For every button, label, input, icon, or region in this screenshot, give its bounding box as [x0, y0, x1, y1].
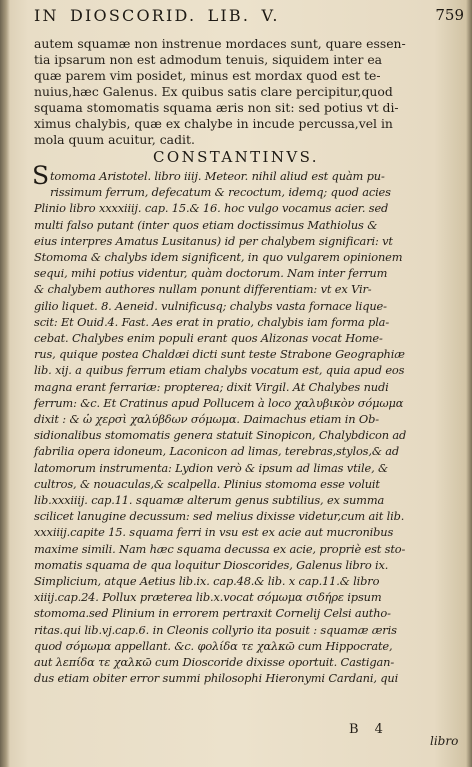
text-line: dixit : & ὡ χερσὶ χαλύβδων σόμωμα. Daimachus etiam in Ob- — [34, 412, 379, 426]
text-line: eius interpres Amatus Lusitanus) id per chalybem significari: vt — [34, 233, 393, 248]
text-line: Stomoma & chalybs idem significent, in quo vulgarem opinionem — [34, 250, 403, 264]
text-line: tia ipsarum non est admodum tenuis, siquidem inter ea — [34, 52, 383, 67]
text-line: rissimum ferrum, defecatum & recoctum, idemq; quod acies — [50, 185, 391, 200]
text-line: ximus chalybis, quæ ex chalybe in incude percussa,vel in — [34, 116, 393, 131]
page-edge-shadow — [466, 0, 472, 767]
catchword: libro — [430, 734, 459, 748]
text-line: & chalybem authores nullam ponunt differentiam: vt ex Vir- — [34, 282, 372, 297]
text-line: scilicet lanugine decussum: sed melius dixisse videtur,cum ait lib. — [34, 509, 405, 524]
page-gutter-shadow — [0, 0, 10, 767]
text-line: quæ parem vim posidet, minus est mordax quod est te- — [34, 68, 381, 83]
text-line: sidionalibus stomomatis genera statuit Sinopicon, Chalybdicon ad — [34, 428, 407, 443]
text-line: quod σόμωμα appellant. &c. φολίδα τε χαλκῶ cum Hippocrate, — [34, 638, 393, 653]
signature-mark: B 4 — [349, 722, 389, 737]
text-line: cebat. Chalybes enim populi erant quos Alizonas vocat Home- — [34, 331, 383, 345]
text-line: aut λεπίδα τε χαλκῶ cum Dioscoride dixisse oportuit. Castigan- — [34, 655, 395, 669]
text-line: xxxiiij.capite 15. squama ferri in vsu est ex acie aut mucronibus — [34, 525, 394, 540]
text-line: tomoma Aristotel. libro iiij. Meteor. nihil aliud est quàm pu- — [50, 169, 385, 183]
text-line: ferrum: &c. Et Cratinus apud Pollucem à loco χαλυβικὸν σόμωμα — [34, 395, 404, 410]
text-line: fabrilia opera idoneum, Laconicon ad limas, terebras,stylos,& ad — [34, 444, 400, 459]
text-line: xiiij.cap.24. Pollux præterea lib.x.vocat σόμωμα σιδήρε ipsum — [34, 590, 382, 605]
text-line: autem squamæ non instrenue mordaces sunt, quare essen- — [34, 36, 406, 51]
text-line: squama stomomatis squama æris non sit: sed potius vt di- — [34, 100, 399, 115]
running-head — [34, 4, 464, 26]
text-line: gilio liquet. 8. Aeneid. vulnificusq; chalybs vasta fornace lique- — [34, 298, 387, 313]
text-line: dus etiam obiter error summi philosophi Hieronymi Cardani, qui — [34, 671, 399, 686]
drop-initial: S — [32, 161, 50, 190]
text-line: rus, quique postea Chaldæi dicti sunt teste Strabone Geographiæ — [34, 347, 405, 362]
text-line: nuius,hæc Galenus. Ex quibus satis clare percipitur,quod — [34, 84, 393, 99]
text-line: Simplicium, atque Aetius lib.ix. cap.48.& lib. x cap.11.& libro — [34, 574, 380, 588]
text-line: multi falso putant (inter quos etiam doctissimus Mathiolus & — [34, 217, 378, 232]
text-line: maxime simili. Nam hæc squama decussa ex acie, propriè est sto- — [34, 541, 406, 556]
text-line: Plinio libro xxxxiiij. cap. 15.& 16. hoc vulgo vocamus acier. sed — [34, 201, 389, 216]
running-head-title: IN DIOSCORID. LIB. V. — [34, 6, 280, 25]
section-heading: CONSTANTINVS. — [153, 148, 319, 166]
text-line: ritas.qui lib.vj.cap.6. in Cleonis collyrio ita posuit : squamæ æris — [34, 622, 397, 637]
text-line: lib.xxxiiij. cap.11. squamæ alterum genus subtilius, ex summa — [34, 493, 385, 507]
text-line: magna erant ferrariæ: propterea; dixit Virgil. At Chalybes nudi — [34, 379, 389, 394]
text-line: scit: Et Ouid.4. Fast. Aes erat in pratio, chalybis iam forma pla- — [34, 314, 390, 329]
page-number: 759 — [435, 6, 464, 24]
text-line: momatis squama de qua loquitur Dioscorides, Galenus libro ix. — [34, 557, 389, 572]
text-line: sequi, mihi potius videntur, quàm doctorum. Nam inter ferrum — [34, 266, 388, 281]
text-line: latomorum instrumenta: Lydion verò & ipsum ad limas vtile, & — [34, 460, 389, 475]
text-line: mola quum acuitur, cadit. — [34, 132, 195, 147]
text-line: cultros, & nouaculas,& scalpella. Plinius stomoma esse voluit — [34, 476, 380, 491]
text-line: stomoma.sed Plinium in errorem pertraxit Cornelij Celsi autho- — [34, 606, 391, 621]
text-line: lib. xij. a quibus ferrum etiam chalybs vocatum est, quia apud eos — [34, 363, 405, 378]
